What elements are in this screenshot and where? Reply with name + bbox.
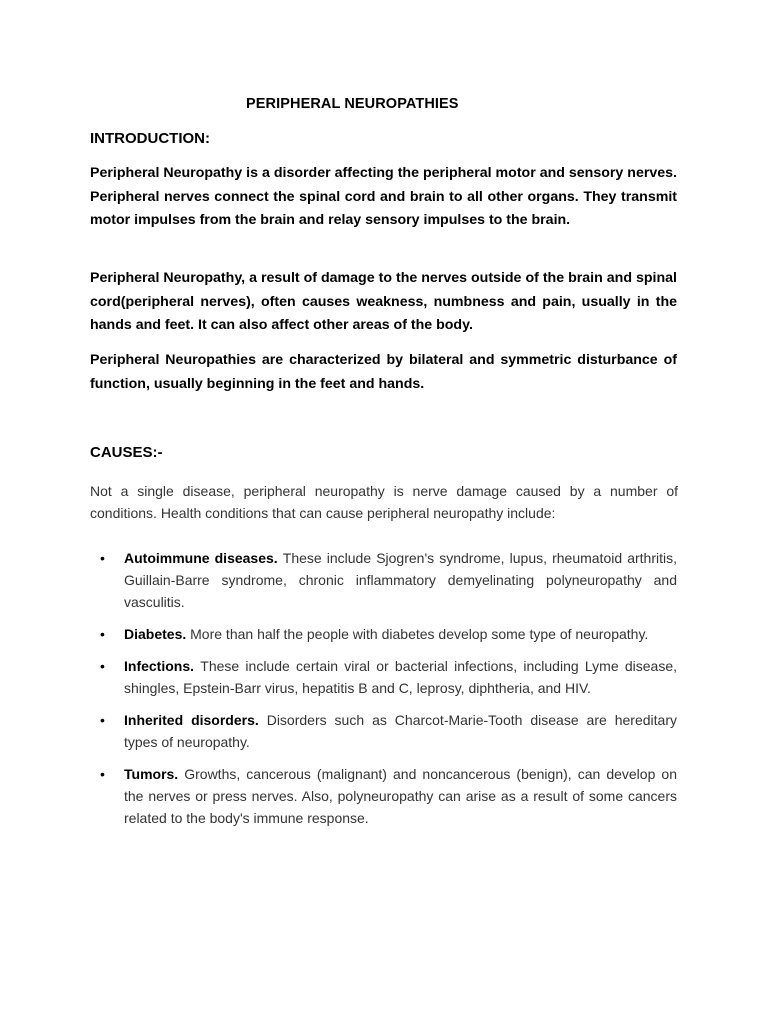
list-item: [0, 655, 677, 699]
list-item-text: Growths, cancerous (malignant) and noncancerous (benign), can develop on the nerves or press nerves. Also, polyneuropathy can arise as a result of some cancers related to the body's immune response.: [124, 766, 677, 826]
document-title: PERIPHERAL NEUROPATHIES: [246, 96, 459, 112]
bullet-icon: •: [100, 712, 105, 728]
list-item-term: Infections.: [124, 658, 201, 674]
intro-paragraph-3: Peripheral Neuropathies are characterized by bilateral and symmetric disturbance of function, usually beginning in the feet and hands.: [90, 352, 677, 392]
causes-list: [0, 547, 768, 839]
intro-paragraph-1: Peripheral Neuropathy is a disorder affecting the peripheral motor and sensory nerves. Peripheral nerves connect the spinal cord and brain to all other organs. They transmit motor impulses from the brain and relay sensory impulses to the brain.: [90, 165, 677, 228]
list-item-text: These include certain viral or bacterial infections, including Lyme disease, shingles, Epstein-Barr virus, hepatitis B and C, leprosy, diphtheria, and HIV.: [124, 658, 677, 696]
introduction-heading: INTRODUCTION:: [90, 130, 210, 147]
bullet-icon: •: [100, 550, 105, 566]
list-item: [0, 709, 677, 753]
bullet-icon: •: [100, 658, 105, 674]
list-item-text: More than half the people with diabetes develop some type of neuropathy.: [190, 626, 649, 642]
list-item: [0, 763, 677, 829]
causes-heading: CAUSES:-: [90, 444, 163, 461]
list-item-term: Tumors.: [124, 766, 185, 782]
list-item-term: Autoimmune diseases.: [124, 550, 283, 566]
list-item-text: Disorders such as Charcot-Marie-Tooth disease are hereditary types of neuropathy.: [124, 712, 677, 750]
causes-intro-paragraph: Not a single disease, peripheral neuropathy is nerve damage caused by a number of conditions. Health conditions that can cause peripheral neuropathy include:: [90, 483, 678, 521]
intro-paragraph-2: Peripheral Neuropathy, a result of damage to the nerves outside of the brain and spinal cord(peripheral nerves), often causes weakness, numbness and pain, usually in the hands and feet. It can also affect other areas of the body.: [90, 270, 677, 333]
list-item-text: These include Sjogren's syndrome, lupus, rheumatoid arthritis, Guillain-Barre syndrome, chronic inflammatory demyelinating polyneuropathy and vasculitis.: [124, 550, 677, 610]
list-item-term: Inherited disorders.: [124, 712, 267, 728]
bullet-icon: •: [100, 626, 105, 642]
bullet-icon: •: [100, 766, 105, 782]
list-item-term: Diabetes.: [124, 626, 191, 642]
list-item: [0, 547, 677, 613]
list-item: [0, 623, 677, 645]
